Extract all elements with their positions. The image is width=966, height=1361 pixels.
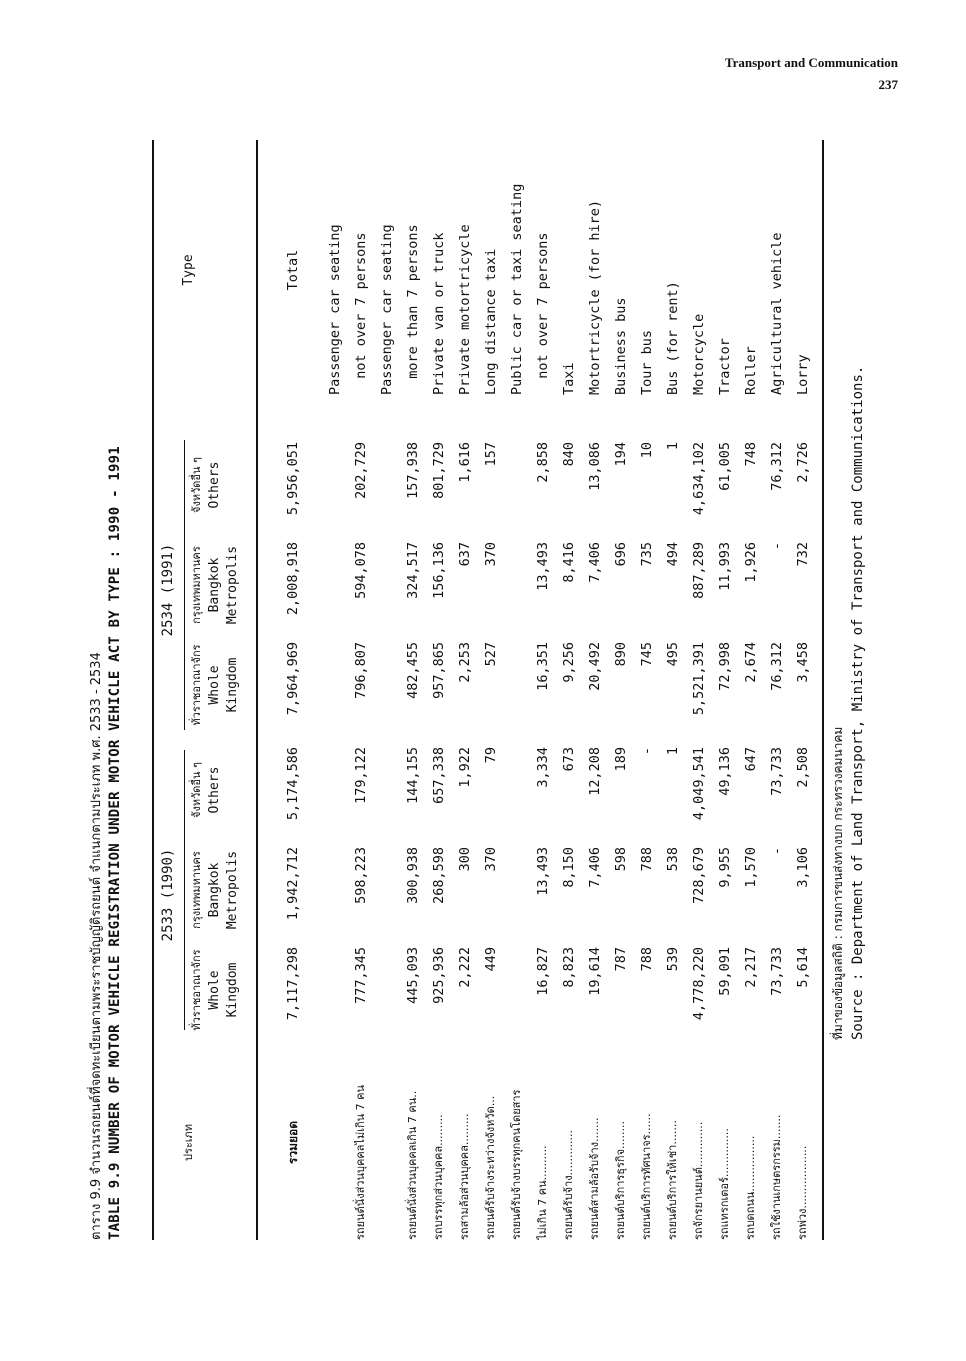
caption-english: TABLE 9.9 NUMBER OF MOTOR VEHICLE REGISTRATION UNDER MOTOR VEHICLE ACT BY TYPE : 1990 - 1991 [107, 446, 123, 1240]
row-value: 300,938 [405, 847, 421, 904]
row-value: 189 [613, 747, 629, 772]
table-row [582, 140, 608, 1240]
col-type-thai: ประเภท [182, 1123, 195, 1162]
row-value: 1,926 [743, 542, 759, 583]
row-value: 598 [613, 847, 629, 872]
row-value: 494 [665, 542, 681, 567]
subcol-bangkok-1991: กรุงเทพมหานคร Bangkok Metropolis [190, 545, 240, 625]
row-value: 2,508 [795, 747, 811, 788]
row-label-thai: รถพ่วง.................. [796, 1145, 809, 1240]
row-label-english: Taxi [561, 362, 577, 395]
table-row [452, 140, 478, 1240]
row-value: 72,998 [717, 642, 733, 691]
row-value: 11,993 [717, 542, 733, 591]
row-value: 735 [639, 542, 655, 567]
row-value: 1 [665, 442, 681, 451]
row-value: 5,614 [795, 947, 811, 988]
row-value: 8,416 [561, 542, 577, 583]
row-value: 16,351 [535, 642, 551, 691]
row-value: 59,091 [717, 947, 733, 996]
table-row [556, 140, 582, 1240]
row-value: 594,078 [353, 542, 369, 599]
row-label-thai: รถใช้งานเกษตรกรรม....... [770, 1114, 783, 1240]
row-value: 10 [639, 442, 655, 459]
source-english: Source : Department of Land Transport, Ministry of Transport and Communications. [850, 365, 866, 1040]
row-value: 76,312 [769, 442, 785, 491]
row-value: 7,117,298 [285, 947, 301, 1021]
row-label-english: Tour bus [639, 329, 655, 395]
row-value: 7,964,969 [285, 642, 301, 716]
row-value: 268,598 [431, 847, 447, 904]
row-value: 788 [639, 947, 655, 972]
table-row [348, 140, 374, 1240]
row-value: 9,256 [561, 642, 577, 683]
row-value: 495 [665, 642, 681, 667]
row-label-thai: รถยนต์รับจ้าง............. [562, 1129, 575, 1240]
section-title: Transport and Communication [724, 55, 898, 70]
row-value: 76,312 [769, 642, 785, 691]
header-bottom-rule [256, 140, 258, 1240]
row-label-english: Motorcycle [691, 313, 707, 395]
row-value: 16,827 [535, 947, 551, 996]
row-value: 4,049,541 [691, 747, 707, 821]
row-value: 657,338 [431, 747, 447, 804]
row-value: 7,406 [587, 847, 603, 888]
row-value: 2,217 [743, 947, 759, 988]
row-label-english: Tractor [717, 338, 733, 395]
rotated-table-block [80, 140, 880, 1240]
row-value: 449 [483, 947, 499, 972]
caption-thai: ตาราง 9.9 จำนวนรถยนต์ที่จดทะเบียนตามพระราชบัญญัติรถยนต์ จำแนกตามประเภท พ.ศ. 2533 - 2534 [89, 652, 104, 1240]
row-label-english: Passenger car seating [327, 224, 343, 395]
table-row [608, 140, 634, 1240]
row-label-english: Public car or taxi seating [509, 183, 525, 395]
row-value: 4,778,220 [691, 947, 707, 1021]
row-value: 3,334 [535, 747, 551, 788]
row-value: 13,493 [535, 542, 551, 591]
row-value: 300 [457, 847, 473, 872]
year-group-1991: 2534 (1991) [160, 543, 176, 637]
row-value: 4,634,102 [691, 442, 707, 516]
row-value: 796,807 [353, 642, 369, 699]
subcol-bangkok-1990: กรุงเทพมหานคร Bangkok Metropolis [190, 850, 240, 930]
row-value: - [639, 747, 655, 756]
row-label-english: Roller [743, 346, 759, 395]
source-note [828, 366, 868, 1040]
row-value: 19,614 [587, 947, 603, 996]
row-value: 732 [795, 542, 811, 567]
row-value: 957,865 [431, 642, 447, 699]
table-bottom-rule [822, 140, 824, 1240]
row-value: 887,289 [691, 542, 707, 599]
row-value: 2,253 [457, 642, 473, 683]
row-value: 2,222 [457, 947, 473, 988]
row-value: 8,823 [561, 947, 577, 988]
subcol-others-1991: จังหวัดอื่น ๆ Others [190, 457, 222, 513]
row-label-thai: รถบรรทุกส่วนบุคคล......... [432, 1114, 445, 1240]
row-value: 840 [561, 442, 577, 467]
source-thai: ที่มาของข้อมูลสถิติ : กรมการขนส่งทางบก กระทรวงคมนาคม [831, 726, 845, 1040]
table-row [478, 140, 504, 1240]
row-value: 61,005 [717, 442, 733, 491]
row-value: 20,492 [587, 642, 603, 691]
table-row [634, 140, 660, 1240]
row-value: 5,956,051 [285, 442, 301, 516]
table-row [530, 140, 556, 1240]
table-caption [88, 446, 124, 1240]
row-value: 527 [483, 642, 499, 667]
row-label-english: not over 7 persons [353, 232, 369, 395]
row-value: 598,223 [353, 847, 369, 904]
table-row [764, 140, 790, 1240]
row-label-english: Private van or truck [431, 232, 447, 395]
row-value: 13,493 [535, 847, 551, 896]
row-label-thai: ไม่เกิน 7 คน.......... [536, 1145, 549, 1240]
row-value: 324,517 [405, 542, 421, 599]
row-value: 637 [457, 542, 473, 567]
row-value: 1 [665, 747, 681, 756]
row-label-thai: รถแทรกเตอร์.............. [718, 1128, 731, 1240]
row-value: 79 [483, 747, 499, 764]
subcol-whole-kingdom-1991: ทั่วราชอาณาจักร Whole Kingdom [190, 644, 240, 726]
col-type-english: Type [181, 254, 196, 286]
page-number: 237 [878, 77, 898, 92]
row-value: 8,150 [561, 847, 577, 888]
year-group-1990: 2533 (1990) [160, 848, 176, 942]
table-row [790, 140, 816, 1240]
row-label-english: Business bus [613, 297, 629, 395]
row-label-english: not over 7 persons [535, 232, 551, 395]
row-label-english: Agricultural vehicle [769, 232, 785, 395]
table-row [504, 140, 530, 1240]
row-label-english: Long distance taxi [483, 248, 499, 395]
row-value: 890 [613, 642, 629, 667]
row-value: 12,208 [587, 747, 603, 796]
row-value: 194 [613, 442, 629, 467]
row-value: 202,729 [353, 442, 369, 499]
year-underline-1991 [184, 440, 185, 730]
row-value: 5,521,391 [691, 642, 707, 716]
row-label-thai: รถยนต์รับจ้างระหว่างจังหวัด... [484, 1095, 497, 1240]
row-value: 925,936 [431, 947, 447, 1004]
row-value: 728,679 [691, 847, 707, 904]
row-value: 370 [483, 542, 499, 567]
subcol-others-1990: จังหวัดอื่น ๆ Others [190, 762, 222, 818]
row-value: 2,008,918 [285, 542, 301, 616]
year-underline-1990 [184, 750, 185, 1030]
row-value: - [769, 542, 785, 551]
row-value: 1,616 [457, 442, 473, 483]
row-label-thai: รถยนต์รับจ้างบรรทุกคนโดยสาร [510, 1089, 523, 1240]
row-value: 49,136 [717, 747, 733, 796]
total-row [280, 140, 306, 1240]
row-value: 445,093 [405, 947, 421, 1004]
row-value: 9,955 [717, 847, 733, 888]
row-value: - [769, 847, 785, 856]
row-value: 539 [665, 947, 681, 972]
row-value: 157,938 [405, 442, 421, 499]
row-value: 745 [639, 642, 655, 667]
row-value: 2,674 [743, 642, 759, 683]
row-label-thai: รถยนต์นั่งส่วนบุคคลไม่เกิน 7 คน [354, 1084, 367, 1240]
row-value: 156,136 [431, 542, 447, 599]
row-value: 673 [561, 747, 577, 772]
row-value: 73,733 [769, 947, 785, 996]
row-value: 3,458 [795, 642, 811, 683]
running-head [725, 52, 898, 96]
row-value: 179,122 [353, 747, 369, 804]
row-value: 482,455 [405, 642, 421, 699]
row-value: 5,174,586 [285, 747, 301, 821]
row-value: 801,729 [431, 442, 447, 499]
row-value: 1,570 [743, 847, 759, 888]
row-value: 748 [743, 442, 759, 467]
row-label-thai: รถยนต์นั่งส่วนบุคคลเกิน 7 คน.. [406, 1090, 419, 1240]
row-label-english: more than 7 persons [405, 224, 421, 395]
row-label-english: Lorry [795, 354, 811, 395]
row-value: 144,155 [405, 747, 421, 804]
subcol-whole-kingdom-1990: ทั่วราชอาณาจักร Whole Kingdom [190, 949, 240, 1031]
row-label-english: Motortricycle (for hire) [587, 199, 603, 395]
table-row [686, 140, 712, 1240]
row-label-thai: รวมยอด [286, 1120, 300, 1165]
row-label-english: Passenger car seating [379, 224, 395, 395]
row-label-thai: รถยนต์บริการธุรกิจ........ [614, 1120, 627, 1240]
row-value: 647 [743, 747, 759, 772]
table-row [400, 140, 426, 1240]
row-value: 2,858 [535, 442, 551, 483]
row-value: 787 [613, 947, 629, 972]
row-value: 7,406 [587, 542, 603, 583]
row-label-english: Bus (for rent) [665, 281, 681, 395]
row-value: 538 [665, 847, 681, 872]
row-value: 1,922 [457, 747, 473, 788]
row-value: 1,942,712 [285, 847, 301, 921]
table-row [660, 140, 686, 1240]
row-value: 3,106 [795, 847, 811, 888]
table-row [322, 140, 348, 1240]
row-value: 696 [613, 542, 629, 567]
table-top-rule [152, 140, 154, 1240]
row-value: 370 [483, 847, 499, 872]
row-value: 157 [483, 442, 499, 467]
table-row [712, 140, 738, 1240]
row-label-thai: รถสามล้อส่วนบุคคล......... [458, 1113, 471, 1240]
row-label-thai: รถบดถนน................ [744, 1135, 757, 1240]
row-value: 2,726 [795, 442, 811, 483]
row-value: 73,733 [769, 747, 785, 796]
row-value: 777,345 [353, 947, 369, 1004]
table-row [426, 140, 452, 1240]
row-value: 788 [639, 847, 655, 872]
row-value: 13,086 [587, 442, 603, 491]
row-label-english: Total [285, 249, 301, 291]
row-label-thai: รถยนต์บริการให้เช่า....... [666, 1120, 679, 1240]
table-row [738, 140, 764, 1240]
table-row [374, 140, 400, 1240]
row-label-english: Private motortricycle [457, 224, 473, 395]
row-label-thai: รถจักรยานยนต์............. [692, 1121, 705, 1240]
row-label-thai: รถยนต์บริการทัศนาจร...... [640, 1113, 653, 1240]
row-label-thai: รถยนต์สามล้อรับจ้าง....... [588, 1117, 601, 1240]
